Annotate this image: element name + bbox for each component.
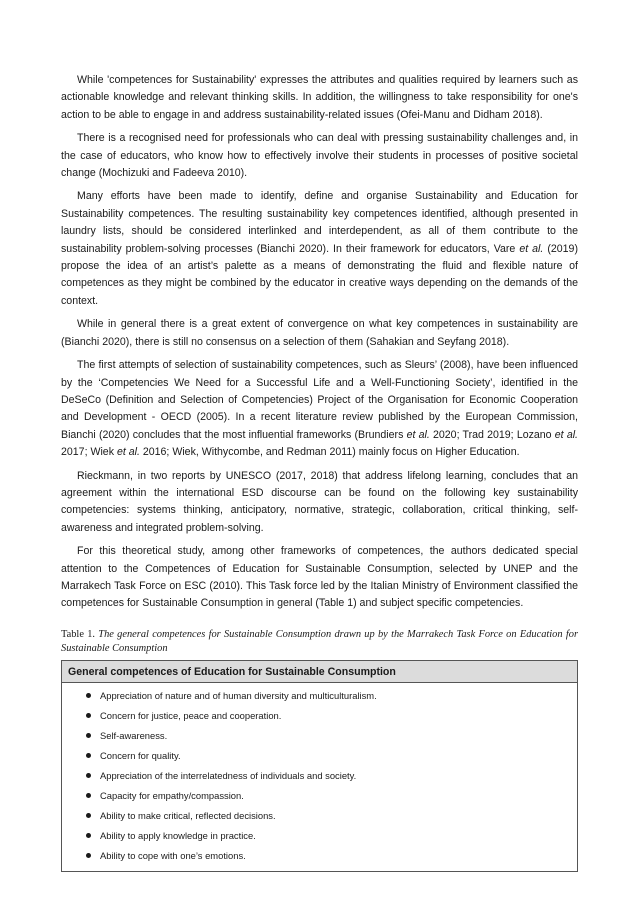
list-item-text: Ability to apply knowledge in practice. xyxy=(100,829,256,841)
list-item xyxy=(62,709,577,722)
text-run: Rieckmann, in two reports by UNESCO (2017, 2018) that address lifelong learning, concludes that an agreement within the international ESD discourse can be found on the following key sustainability competencies: systems thinking, anticipatory, normative, strategic, collaboration, critical thinking, self-awareness and integrated problem-solving. xyxy=(61,469,578,534)
list-item-text: Concern for quality. xyxy=(100,749,181,761)
list-item-text: Appreciation of the interrelatedness of individuals and society. xyxy=(100,769,357,781)
body-paragraph xyxy=(61,188,578,310)
body-paragraph xyxy=(61,468,578,538)
list-item xyxy=(62,829,577,842)
list-item xyxy=(62,749,577,762)
italic-text: et al. xyxy=(116,446,140,459)
table-header: General competences of Education for Sustainable Consumption xyxy=(62,661,577,683)
list-item-text: Ability to make critical, reflected decisions. xyxy=(100,809,276,821)
list-item xyxy=(62,689,577,702)
text-run: 2016; Wiek, Withycombe, and Redman 2011) mainly focus on Higher Education. xyxy=(139,446,520,459)
list-item-text: Ability to cope with one’s emotions. xyxy=(100,849,246,861)
list-item xyxy=(62,849,577,862)
bullet-icon xyxy=(86,713,91,718)
list-item xyxy=(62,729,577,742)
bullet-icon xyxy=(86,793,91,798)
text-run: While 'competences for Sustainability' expresses the attributes and qualities required by learners such as actionable knowledge and relevant thinking skills. In addition, the willingness to take responsibility for one's action to be able to engage in and address sustainability-related issues (Ofei-Manu and Didham 2018). xyxy=(61,74,578,121)
document-page xyxy=(61,72,578,872)
list-item xyxy=(62,809,577,822)
italic-text: et al. xyxy=(406,428,430,441)
competences-table xyxy=(61,660,578,872)
italic-text: et al. xyxy=(519,242,544,255)
bullet-icon xyxy=(86,693,91,698)
text-run: There is a recognised need for professionals who can deal with pressing sustainability challenges and, in the case of educators, who know how to effectively involve their students in processes of positive societal change (Mochizuki and Fadeeva 2010). xyxy=(61,132,578,180)
table-caption-label: Table 1. xyxy=(61,628,99,640)
body-text xyxy=(61,72,578,613)
text-run: The first attempts of selection of sustainability competences, such as Sleurs’ (2008), have been influenced by the ‘Competencies We Need for a Successful Life and a Well-Functioning Society’, identified in the DeSeCo (Definition and Selection of Competencies) Project of the Organisation for Economic Cooperation and Development - OECD (2005). In a recent literature review published by the European Commission, Bianchi (2020) concludes that the most influential frameworks (Brundiers xyxy=(61,359,578,441)
text-run: For this theoretical study, among other frameworks of competences, the authors dedicated special attention to the Competences of Education for Sustainable Consumption, selected by UNEP and the Marrakech Task Force on ESC (2010). This Task force led by the Italian Ministry of Environment classified the competences for Sustainable Consumption in general (Table 1) and subject specific competencies. xyxy=(61,545,578,610)
bullet-icon xyxy=(86,853,91,858)
list-item xyxy=(62,769,577,782)
body-paragraph xyxy=(61,543,578,613)
italic-text: et al. xyxy=(554,428,579,441)
list-item-text: Appreciation of nature and of human diversity and multiculturalism. xyxy=(100,689,377,701)
body-paragraph xyxy=(61,316,578,351)
text-run: 2017; Wiek xyxy=(61,446,117,459)
list-item xyxy=(62,789,577,802)
table-caption xyxy=(61,628,578,656)
bullet-icon xyxy=(86,833,91,838)
text-run: 2020; Trad 2019; Lozano xyxy=(429,428,555,441)
bullet-icon xyxy=(86,813,91,818)
bullet-icon xyxy=(86,733,91,738)
text-run: Many efforts have been made to identify, define and organise Sustainability and Education for Sustainability competences. The resulting sustainability key competences identified, although presented in laundry lists, should be considered interlinked and interdependent, as all of them contribute to the sustainability problem-solving processes (Bianchi 2020). In their framework for educators, Vare xyxy=(61,190,578,255)
table-caption-text: The general competences for Sustainable Consumption drawn up by the Marrakech Task Force on Education for Sustainable Consumption xyxy=(61,628,578,654)
list-item-text: Concern for justice, peace and cooperation. xyxy=(100,709,282,721)
text-run: (2019) propose the idea of an artist’s palette as a means of demonstrating the fluid and flexible nature of competences as they might be combined by the educator in creative ways depending on the demands of the context. xyxy=(61,242,578,307)
bullet-icon xyxy=(86,773,91,778)
list-item-text: Capacity for empathy/compassion. xyxy=(100,789,244,801)
list-item-text: Self-awareness. xyxy=(100,729,168,741)
body-paragraph xyxy=(61,357,578,461)
body-paragraph xyxy=(61,130,578,182)
body-paragraph xyxy=(61,72,578,124)
text-run: While in general there is a great extent of convergence on what key competences in sustainability are (Bianchi 2020), there is still no consensus on a selection of them (Sahakian and Seyfang 2018). xyxy=(61,318,578,348)
bullet-icon xyxy=(86,753,91,758)
competences-list xyxy=(62,683,577,871)
